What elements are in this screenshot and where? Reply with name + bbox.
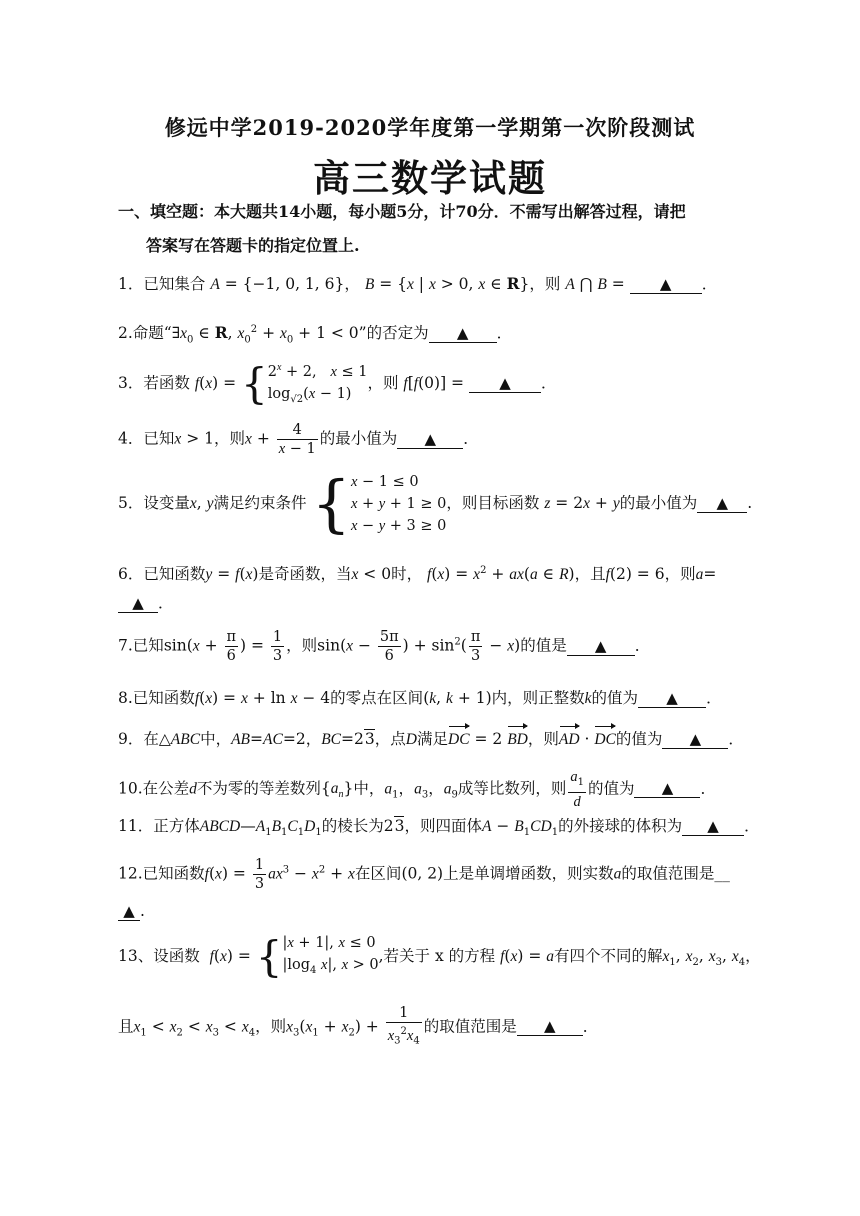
answer-blank-2[interactable]: ▲ xyxy=(429,324,497,343)
school-title: 修远中学2019-2020学年度第一学期第一次阶段测试 xyxy=(164,115,696,140)
question-11: 11．正方体$ABCD—A_1B_1C_1D_1$的棱长为23，则四面体$A - B_1CD_1$的外接球的体积为 ▲ ． xyxy=(118,817,760,839)
question-13-line2: 且$x_1 < x_2 < x_3 < x_4$，则$x_3(x_1 + x_2)$ + $\frac{1}{x_3^2x_4}$ 的取值范围是 ▲ ． xyxy=(118,1005,599,1047)
question-8: 8.已知函数f(x) = x + ln x − 4的零点在区间(k, k + 1)内，则正整数k的值为 ▲ ． xyxy=(118,689,722,707)
question-1: 1．已知集合 A = {−1, 0, 1, 6}， B = {x | x > 0, x ∈ R}，则 A ⋂ B = ▲ ． xyxy=(118,274,718,293)
question-3: 3．若函数 f(x) = { $2^x + 2$, x ≤ 1 $\log_{√2}(x - 1)$ ，则 f[f(0)] = ▲ ． xyxy=(118,358,557,408)
answer-blank-11[interactable]: ▲ xyxy=(682,817,744,836)
answer-blank-8[interactable]: ▲ xyxy=(638,689,706,708)
answer-blank-12[interactable]: ▲ xyxy=(118,902,140,921)
question-9: 9．在△ABC中，AB=AC=2，BC=23，点D满足DC = 2 BD，则AD · DC的值为 ▲ ． xyxy=(118,728,744,751)
question-6: 6．已知函数y = f(x)是奇函数，当x < 0时， $f(x) = x^2 + ax(a$ ∈ R)，且f(2) = 6，则a= xyxy=(118,565,717,584)
section-heading-line1: 一、填空题：本大题共14小题，每小题5分，计70分．不需写出解答过程，请把 xyxy=(118,202,686,221)
question-12: 12.已知函数f(x) = $\frac{1}{3}$ $ax^3 - x^2 + x$在区间(0, 2)上是单调增函数，则实数a的取值范围是__ xyxy=(118,857,730,892)
answer-blank-5[interactable]: ▲ xyxy=(697,494,747,513)
question-2: 2.命题“$\exists x_0$ ∈ R, $x_0^2 + x_0 + 1 < 0$”的否定为 ▲ ． xyxy=(118,323,513,346)
main-title: 高三数学试题 xyxy=(313,156,547,200)
answer-blank-4[interactable]: ▲ xyxy=(397,430,463,449)
section-heading xyxy=(118,195,778,263)
answer-blank-13[interactable]: ▲ xyxy=(517,1017,583,1036)
answer-blank-10[interactable]: ▲ xyxy=(634,779,700,798)
question-6-answer-line: ▲ ． xyxy=(118,592,174,614)
answer-blank-6[interactable]: ▲ xyxy=(118,594,158,613)
question-5: 5．设变量x, y满足约束条件 { x − 1 ≤ 0 x + y + 1 ≥ 0 x − y + 3 ≥ 0 ，则目标函数 z = 2x + y的最小值为 ▲ . xyxy=(118,467,753,540)
question-10: 10.在公差d不为零的等差数列$\{a_n\}$中，$a_1$，$a_3$，$a_9$成等比数列，则 $\frac{a_1}{d}$ 的值为 ▲ ． xyxy=(118,769,716,810)
section-heading-line2: 答案写在答题卡的指定位置上. xyxy=(146,236,360,255)
answer-blank-1[interactable]: ▲ xyxy=(630,275,702,294)
question-7: 7.已知sin(x + $\frac{\pi}{6}$ ) = $\frac{1}{3}$ ，则sin(x − $\frac{5\pi}{6}$ ) + $\sin^2$( $\frac{\pi}{3}$ − x)的值是 ▲ ． xyxy=(118,629,651,664)
question-13: 13、设函数 f(x) = { |x + 1|, x ≤ 0 $|\log_4$ x|, x > 0 ,若关于 x 的方程 f(x) = a有四个不同的解$x_1$, $x_2$, $x_3$, $x_4$， xyxy=(118,931,761,981)
answer-blank-3[interactable]: ▲ xyxy=(469,374,541,393)
answer-blank-9[interactable]: ▲ xyxy=(662,730,728,749)
question-12-answer-line: ▲ . xyxy=(118,900,145,922)
answer-blank-7[interactable]: ▲ xyxy=(567,637,635,656)
question-4: 4．已知x > 1，则x + $\frac{4}{x - 1}$ 的最小值为 ▲ ． xyxy=(118,422,479,457)
